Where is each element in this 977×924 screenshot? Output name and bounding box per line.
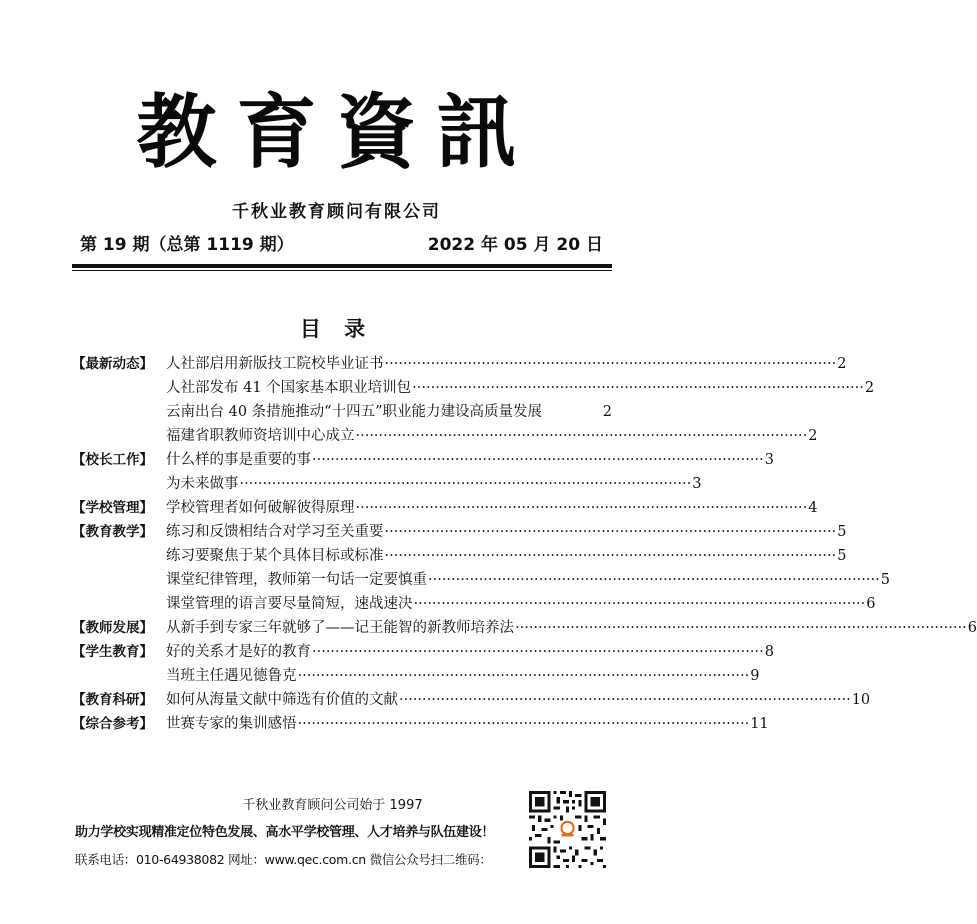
issue-date: 2022 年 05 月 20 日 <box>427 235 603 255</box>
footer-tagline: 千秋业教育顾问公司始于 1997 <box>242 798 423 813</box>
toc-row[interactable] <box>72 688 871 712</box>
toc-page: 2 <box>808 428 818 444</box>
toc-leader: ·································································································· <box>312 452 764 468</box>
issue-number: 第 19 期（总第 1119 期） <box>80 235 294 255</box>
table-of-contents <box>72 352 977 736</box>
toc-page: 2 <box>864 380 875 396</box>
toc-leader: ·································································································· <box>515 620 967 636</box>
toc-page: 6 <box>967 620 977 636</box>
toc-category: 【最新动态】 <box>72 356 153 372</box>
toc-category: 【校长工作】 <box>72 452 153 468</box>
toc-category: 【教育科研】 <box>72 692 153 708</box>
toc-page: 5 <box>837 548 847 564</box>
toc-page: 9 <box>750 668 760 684</box>
toc-leader: ·································································································· <box>355 428 808 444</box>
toc-title: 从新手到专家三年就够了——记王能智的新教师培养法 <box>166 620 514 636</box>
toc-title: 什么样的事是重要的事 <box>166 452 311 468</box>
toc-title: 人社部启用新版技工院校毕业证书 <box>166 356 384 372</box>
company-name: 千秋业教育顾问有限公司 <box>232 202 441 222</box>
toc-row[interactable] <box>72 640 774 664</box>
toc-page: 6 <box>866 596 876 612</box>
toc-page: 2 <box>602 404 612 420</box>
toc-title: 云南出台 40 条措施推动“十四五”职业能力建设高质量发展 <box>166 404 542 420</box>
toc-leader: ·································································································· <box>384 548 837 564</box>
toc-leader: ·································································································· <box>399 692 851 708</box>
toc-category: 【学校管理】 <box>72 500 153 516</box>
toc-page: 3 <box>692 476 702 492</box>
toc-title: 如何从海量文献中筛选有价值的文献 <box>166 692 398 708</box>
toc-title: 福建省职教师资培训中心成立 <box>166 428 355 444</box>
toc-row[interactable] <box>72 352 847 376</box>
footer-contact: 联系电话：010-64938082 网址：www.qec.com.cn 微信公众号扫二维码： <box>75 852 492 867</box>
toc-leader: ·································································································· <box>297 716 750 732</box>
toc-title: 当班主任遇见德鲁克 <box>166 668 297 684</box>
toc-row[interactable] <box>72 448 774 472</box>
toc-title: 好的关系才是好的教育 <box>166 644 311 660</box>
toc-leader: ·································································································· <box>312 644 764 660</box>
toc-row[interactable] <box>72 592 876 616</box>
toc-row[interactable] <box>72 568 890 592</box>
toc-leader: ·································································································· <box>384 356 837 372</box>
toc-row[interactable] <box>72 616 977 640</box>
toc-leader: ·································································································· <box>355 500 808 516</box>
toc-leader: ·································································································· <box>412 380 864 396</box>
toc-heading: 目 录 <box>299 317 374 341</box>
toc-title: 课堂管理的语言要尽量简短，速战速决 <box>166 596 413 612</box>
toc-title: 练习要聚焦于某个具体目标或标准 <box>166 548 384 564</box>
toc-row[interactable] <box>72 376 875 400</box>
toc-category: 【教育教学】 <box>72 524 153 540</box>
toc-row[interactable] <box>72 712 769 736</box>
toc-row[interactable] <box>72 400 612 424</box>
toc-page: 5 <box>837 524 847 540</box>
toc-leader: ·································································································· <box>384 524 837 540</box>
toc-page: 11 <box>750 716 769 732</box>
toc-category: 【综合参考】 <box>72 716 153 732</box>
toc-leader: ·································································································· <box>239 476 692 492</box>
toc-row[interactable] <box>72 496 818 520</box>
toc-page: 2 <box>837 356 847 372</box>
toc-row[interactable] <box>72 472 702 496</box>
toc-row[interactable] <box>72 664 760 688</box>
toc-category: 【学生教育】 <box>72 644 153 660</box>
toc-title: 世赛专家的集训感悟 <box>166 716 297 732</box>
qr-code-icon[interactable] <box>529 791 606 868</box>
toc-leader: ·································································································· <box>428 572 880 588</box>
toc-title: 学校管理者如何破解彼得原理 <box>166 500 355 516</box>
toc-leader: ·································································································· <box>297 668 750 684</box>
toc-page: 5 <box>880 572 890 588</box>
header-rule-thin <box>72 270 612 271</box>
toc-title: 课堂纪律管理，教师第一句话一定要慎重 <box>166 572 427 588</box>
toc-page: 10 <box>851 692 871 708</box>
toc-title: 为未来做事 <box>166 476 239 492</box>
toc-title: 人社部发布 41 个国家基本职业培训包 <box>166 380 412 396</box>
header-rule-thick <box>72 264 612 268</box>
toc-row[interactable] <box>72 544 847 568</box>
toc-page: 4 <box>808 500 818 516</box>
masthead-title: 教育資訊 <box>136 85 537 179</box>
toc-page: 3 <box>764 452 774 468</box>
toc-page: 8 <box>764 644 774 660</box>
toc-row[interactable] <box>72 520 847 544</box>
footer-mission: 助力学校实现精准定位特色发展、高水平学校管理、人才培养与队伍建设！ <box>75 825 495 840</box>
toc-category: 【教师发展】 <box>72 620 153 636</box>
toc-title: 练习和反馈相结合对学习至关重要 <box>166 524 384 540</box>
toc-leader: ·································································································· <box>413 596 866 612</box>
toc-row[interactable] <box>72 424 818 448</box>
